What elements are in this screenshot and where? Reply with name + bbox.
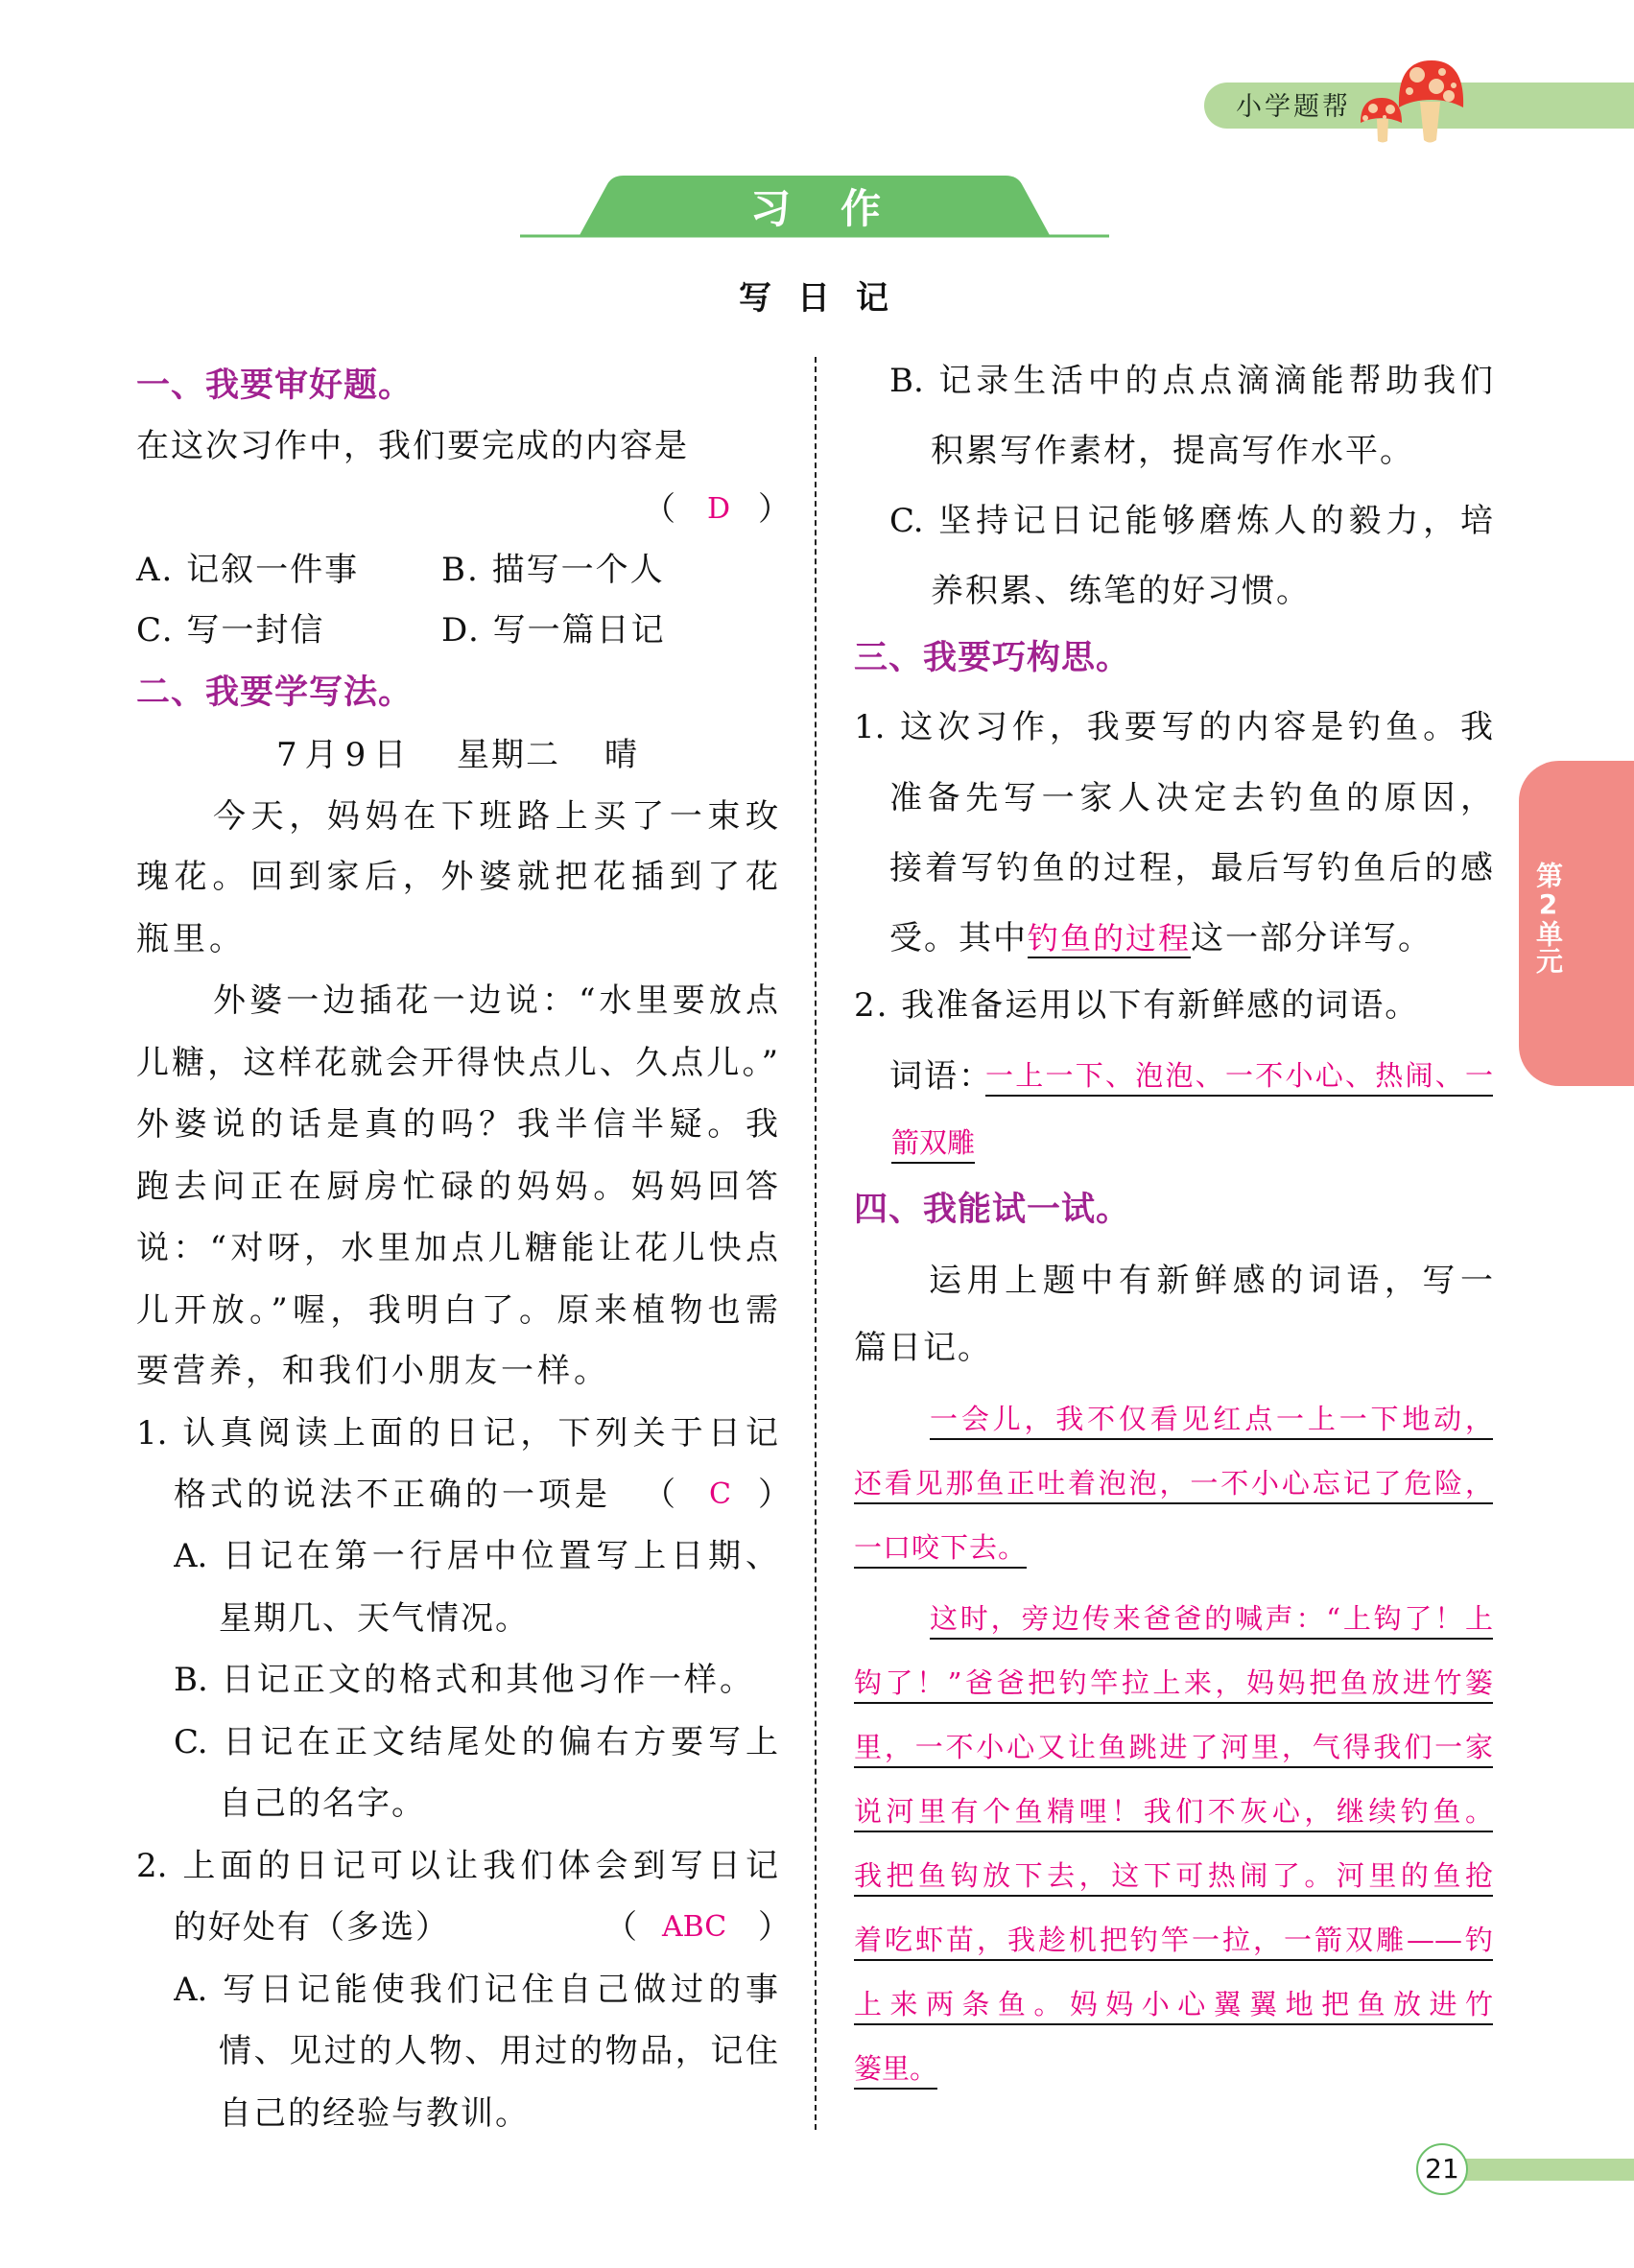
diary-line: 儿糖，这样花就会开得快点儿、久点儿。” [136,1044,778,1082]
answer-paren-close: ） [758,490,791,529]
fill-in-answer: 钓鱼的过程 [1028,920,1192,957]
unit-tab-label: 第2单元 [1532,862,1564,974]
answer-paren-open: （ [643,1476,675,1514]
brand-name: 小学题帮 [1236,92,1351,122]
diary-date: 7月9日 [276,736,414,774]
diary-line: 今天，妈妈在下班路上买了一束玫 [213,797,778,836]
diary-weekday: 星期二 [457,736,560,774]
answer-line: 还看见那鱼正吐着泡泡，一不小心忘记了危险， [854,1464,1493,1504]
q2-option-b: B. 记录生活中的点点滴滴能帮助我们 [889,362,1493,400]
answer-value: D [707,492,731,526]
diary-weather: 晴 [604,736,639,774]
option-c: C. 写一封信 [136,611,325,650]
q2-option-a: 自己的经验与教训。 [219,2094,530,2133]
words-answer: 一上一下、泡泡、一不小心、热闹、一 [985,1056,1493,1097]
answer-line: 里，一不小心又让鱼跳进了河里，气得我们一家 [854,1728,1493,1768]
question-1-text: 1. 认真阅读上面的日记，下列关于日记 [136,1414,778,1453]
diary-line: 瑰花。回到家后，外婆就把花插到了花 [136,858,778,896]
answer-line: 着吃虾苗，我趁机把钓竿一拉，一箭双雕——钓 [854,1921,1493,1961]
q1-option-c: C. 日记在正文结尾处的偏右方要写上 [174,1723,778,1761]
q1-option-b: B. 日记正文的格式和其他习作一样。 [174,1661,752,1699]
answer-line: 钩了！”爸爸把钓竿拉上来，妈妈把鱼放进竹篓 [854,1664,1493,1704]
answer-line: 一口咬下去。 [854,1528,1027,1569]
diary-line: 说：“对呀，水里加点儿糖能让花儿快点 [136,1229,778,1267]
item-2-text: 2. 我准备运用以下有新鲜感的词语。 [854,986,1420,1025]
option-a: A. 记叙一件事 [136,551,360,589]
diary-line: 外婆一边插花一边说：“水里要放点 [213,981,778,1020]
section-heading-2: 二、我要学写法。 [136,673,414,712]
section-title: 习作 [750,185,932,232]
question-2-text: 的好处有（多选） [174,1908,450,1947]
item-1-text [889,914,1433,962]
item-1-text: 接着写钓鱼的过程，最后写钓鱼后的感 [889,849,1493,887]
answer-line: 说河里有个鱼精哩！我们不灰心，继续钓鱼。 [854,1792,1493,1832]
item-1-text: 准备先写一家人决定去钓鱼的原因， [889,779,1493,817]
diary-line: 要营养，和我们小朋友一样。 [136,1352,610,1390]
column-divider [815,357,817,2130]
page-subtitle: 写日记 [739,279,914,318]
answer-line: 上来两条鱼。妈妈小心翼翼地把鱼放进竹 [854,1985,1493,2025]
section-heading-3: 三、我要巧构思。 [854,639,1131,677]
item-1-prefix: 受。其中 [889,919,1028,957]
answer-paren-open: （ [643,490,675,529]
answer-paren-close: ） [758,1476,791,1514]
option-d: D. 写一篇日记 [441,611,666,650]
q2-option-c: 养积累、练笔的好习惯。 [931,572,1311,610]
question-1-text: 格式的说法不正确的一项是 [174,1476,611,1514]
section-heading-4: 四、我能试一试。 [854,1191,1131,1229]
answer-line: 我把鱼钩放下去，这下可热闹了。河里的鱼抢 [854,1856,1493,1897]
prompt-text: 篇日记。 [854,1329,992,1367]
q1-option-a: 星期几、天气情况。 [219,1599,530,1638]
answer-paren-close: ） [758,1908,791,1947]
answer-line: 这时，旁边传来爸爸的喊声：“上钩了！上 [930,1599,1493,1640]
diary-line: 跑去问正在厨房忙碌的妈妈。妈妈回答 [136,1168,778,1206]
q2-option-b: 积累写作素材，提高写作水平。 [931,432,1414,470]
q2-option-a: 情、见过的人物、用过的物品，记住 [219,2032,778,2070]
answer-value: C [709,1477,731,1511]
words-answer: 箭双雕 [891,1123,975,1164]
answer-line: 一会儿，我不仅看见红点一上一下地动， [930,1400,1493,1440]
q2-option-a: A. 写日记能使我们记住自己做过的事 [174,1971,778,2009]
title-banner-shape [0,0,1634,288]
option-b: B. 描写一个人 [441,551,665,589]
prompt-text: 运用上题中有新鲜感的词语，写一 [929,1262,1493,1300]
diary-line: 外婆说的话是真的吗？我半信半疑。我 [136,1105,778,1144]
page-number-bar [1464,2159,1634,2181]
item-1-text: 1. 这次习作，我要写的内容是钓鱼。我 [854,708,1493,746]
question-text: 在这次习作中，我们要完成的内容是 [136,427,689,465]
section-heading-1: 一、我要审好题。 [136,366,414,405]
page-number: 21 [1416,2143,1468,2195]
q2-option-c: C. 坚持记日记能够磨炼人的毅力，培 [889,502,1493,540]
answer-paren-open: （ [604,1908,637,1947]
item-1-suffix: 这一部分详写。 [1191,919,1433,957]
q1-option-a: A. 日记在第一行居中位置写上日期、 [174,1537,778,1575]
answer-line: 篓里。 [854,2049,937,2090]
diary-line: 瓶里。 [136,920,246,958]
q1-option-c: 自己的名字。 [219,1784,426,1823]
question-2-text: 2. 上面的日记可以让我们体会到写日记 [136,1847,778,1885]
answer-value: ABC [662,1910,727,1944]
diary-line: 儿开放。”喔，我明白了。原来植物也需 [136,1291,778,1330]
words-label: 词语： [889,1057,993,1096]
